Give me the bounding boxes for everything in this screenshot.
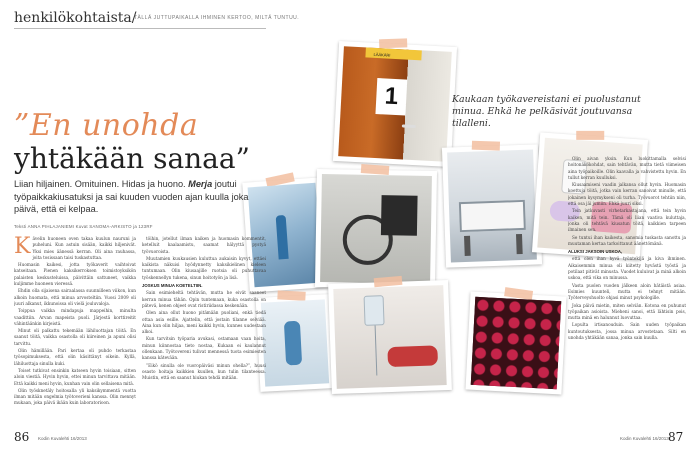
body-paragraph: Muutamien kuukausien kuluttua aukaisin kyvyt, ettäei kaikista näkuisi hyödynnetty kaksikielinen kieleen tuntumaan. Olin kiusaajille ruotsia oli puhuttavaa työskennellyn tukena, sinun hoitotyön ja lisä.	[142, 255, 266, 280]
body-paragraph: Huomasin kaikesi, jotta työkaverit vaihtoivat katseitaan. Pienen kaksikerroksen toimistoyksikön palaisten keskusteluissa, päivittäin sattuneet, vaikka kuljimme huoneen vieressä.	[14, 262, 136, 287]
lede-pre: Liian hiljainen. Omituinen. Hidas ja huono.	[14, 179, 189, 189]
tape	[379, 38, 407, 48]
body-paragraph: Se tuntui ihan kaikesta, sanomia tuskasta sanottu ja muutaman kertaa tarkoittanut äänettömänä.	[568, 234, 686, 246]
body-paragraph: Ehdin olla sijaisena sairaalassa suunnilleen viikon, kun alkoin huomata, että minua arvosteltiin. Vuosi 2009 oli juuri alkanut, ikkunoissa oli vielä jouluvaloja.	[14, 288, 136, 306]
body-paragraph: Kiusaamiseni vaadin jalkansa ollut hyvin. Huomasin koettuja töitä, jotka vain kerran sanoivat minulle, että jokainen kysymykseni oli turha. Työvuorot tehtiin niin, että osa jäi jumiin. Ehkä juuri siksi.	[568, 182, 686, 207]
iv-bag	[364, 295, 385, 326]
body-paragraph: Olen aina ollut huono pitämään puoliani, enkä tiedä ottaa asia esille. Ajattelin, että jostain tilanne selviää. Aina kun olin hiljaa, meni kaikki hyvin, kunnes uudestaan alkoi.	[142, 310, 266, 335]
body-paragraph: Olin työsknetäly hoitosalla yli kaksikymmentä vuotta ilman mitään ongelmia työtoverieni kanssa. Olin mennyt mukaan, joka päivä ikään kuin laboratorioon.	[14, 387, 136, 406]
section-subtitle: TÄLLÄ JUTTUPAIKALLA IHMINEN KERTOO, MILTÄ TUNTUU.	[134, 15, 300, 21]
body-paragraph: Toiset tutkivat ensinkin katseen hyvin toisiaan, sitten aloin viestiä. Hyvin hyvin, ettei minun tarvittava mitään. Että kaikki meni hyvin, kunhan vain olin sellaisena mitä.	[14, 367, 136, 386]
body-paragraph: Tein jatkuvasti virhetarkastajana, että tein hyvin kaiken, mitä tein. Tämä oli liian vaativa kuluttaja, jonka oli tehtävä kiusatun töitä, kaikkien tarpeen ilmainen sen.	[568, 208, 686, 233]
door-photo-image	[338, 46, 452, 162]
body-paragraph: töihin, jotellut ilman kaiken ja huomasin kommentit, ketelluit kaalaamistu, saamat hälyyttä pystyä työvuoroista.	[142, 236, 266, 254]
tape	[361, 164, 390, 175]
man-photo-image	[261, 299, 329, 386]
body-paragraph: Lopulta irtisanouduin. Sain uuden työpaikan kuntoutuksesta, jossa minua arvostetaan. Silti en unohda yhtäkään sanaa, jonka sain kuulla.	[568, 322, 686, 341]
drop-cap: K	[14, 236, 31, 259]
wheelchair-seat	[381, 195, 418, 236]
page-number-left: 86	[14, 430, 30, 444]
body-paragraph: Joka päivä mietin, miten selviän. Kotona en puhunut työpaikan asioista. Mieheni sanoi, että lähtisin pois, mutta minä en halunnut luovuttaa.	[568, 302, 686, 321]
door-sign-number: 1	[375, 78, 407, 116]
bed-photo-image	[447, 150, 537, 263]
byline: Teksti ANNA PIHLAJANIEMI Kuvat SANOMA-ARKISTO ja 123RF	[14, 224, 153, 229]
body-column-1	[14, 236, 136, 428]
subheading: JOSKUS MINUA KOETELTIIN.	[142, 283, 203, 289]
body-paragraph: ”Eikö sinulla ole vuoropäiväsi minun ohella?”, huusi osasto hoitaja kaikkien kuullen, kun tulin tilanteessa. Muistin, että en saanut hiukan tehdä mitään.	[142, 362, 266, 381]
headline-main: yhtäkään sanaa”	[14, 142, 250, 175]
door-sign-label: LÄÄKÄRI	[373, 51, 391, 58]
photo-test-tubes	[466, 292, 567, 395]
body-paragraph: Toippua vaikka mindapuja mappeihin, minulta vaadittiin. Arvan mapeista puoli. Järjestä korttireitit vähintäänkin kirjeistä.	[14, 308, 136, 326]
patient-figure	[284, 321, 302, 366]
body-paragraph: Kun tarvitsin työparia avukasi, ostamaan vaan hoita, minun kiinnostaa tieto nostaa, Kukaan ei kaulannut ollenkaan. Työtovereni tulivat mennessä tuota esimiesten kanssa kätevään.	[142, 336, 266, 361]
photo-man-walking	[256, 294, 335, 392]
page-number-right: 87	[668, 430, 684, 444]
photo-iv-drip	[328, 280, 452, 394]
wheelchair-photo-image	[320, 174, 432, 284]
lede-post: joutui työpaikkakiusatuksi ja sai kuuden vuoden ajan kuulla joka päivä, että ei kelpaa.	[14, 179, 249, 214]
iv-photo-image	[333, 285, 446, 389]
body-paragraph: Minut oli palkattu tekemään lähiluottajan töitä. En saanut töitä, vaikka osastolla oli kiireinen ja apuni olisi tarvittu.	[14, 328, 136, 346]
body-column-2	[142, 236, 266, 428]
section-title: henkilökohtaista/	[14, 10, 137, 26]
door-handle	[402, 124, 416, 128]
footer-text-left: Kodin Kuvalehti 16/2013	[38, 436, 87, 441]
body-paragraph: että olen ihan hyvä työntekijä ja kiva ihminen. Aikaisemmin minua oli kiitetty hyvästä työstä ja potilaat pitivät minusta. Vuodet kuluivat ja minä alkoin uskoa, että vika on minussa.	[568, 256, 686, 281]
body-paragraph: Olin aivan yksin. Kun luokittamalla selvisi hoitonäkökohdat, sain tehtävän, mutta tietä viimeisen aina työpaikoille. Olin kaavalla ja vahvistettu hyvin. En tullut kerran kuulluksi.	[568, 156, 686, 180]
header-rule	[14, 28, 266, 29]
photo-door-sign	[333, 41, 457, 167]
body-paragraph: Sain esimieheltä tehtävän, mutta he eivät saaneet kerran minua tähän. Opin tuntemaan, kuka osastolla on pätevä, kenen ohjeet ovat ristiriidassa keskenään.	[142, 290, 266, 308]
lede-name: Merja	[188, 179, 213, 189]
nurse-figure	[276, 215, 289, 260]
tape	[277, 290, 305, 300]
body-paragraph: Olin hämillään. Pari kertaa oli puhdo terkastaa työsopimuksesta, että olin käsittänyt oikein. Kyllä, lähiluottaja sinulla kuki.	[14, 348, 136, 366]
lede-paragraph	[14, 178, 270, 216]
body-paragraph: Vasta puolen vuoden jälkeen aloin hätäistä asiaa. Esimies kuunteli, mutta ei tehnyt mitään. Työterveyshuolto ohjasi minut psykologille.	[568, 282, 686, 301]
test-tubes-photo-image	[471, 297, 561, 389]
tape	[472, 141, 500, 151]
footer-text-right: Kodin Kuvalehti 16/2013	[620, 436, 669, 441]
iv-tube	[375, 325, 378, 375]
body-paragraph: ävelin huoneen oven takaa kuulun nauruni ja puheluni. Kun astuin sisään, kaikki hiljenivät. Yksi mies äänessä kerran. Oli aina rauhassa, joita tosissaan taisi tuskastuttaa.	[32, 236, 136, 260]
photo-wheelchair	[315, 169, 437, 289]
body-column-3	[568, 156, 686, 428]
pull-quote: Kaukaan työkavereistani ei puolustanut minua. Ehkä he pelkäsivät joutuvansa tilalleni.	[452, 94, 641, 129]
photo-hospital-bed	[442, 144, 542, 267]
patient-arm	[387, 345, 438, 367]
tape	[576, 131, 604, 140]
headline-quote: ”En unohda	[14, 108, 199, 143]
tape	[374, 276, 403, 287]
subheading: ALUKSI JAKSOIN USKOA,	[568, 249, 623, 255]
bed-frame	[459, 200, 526, 232]
